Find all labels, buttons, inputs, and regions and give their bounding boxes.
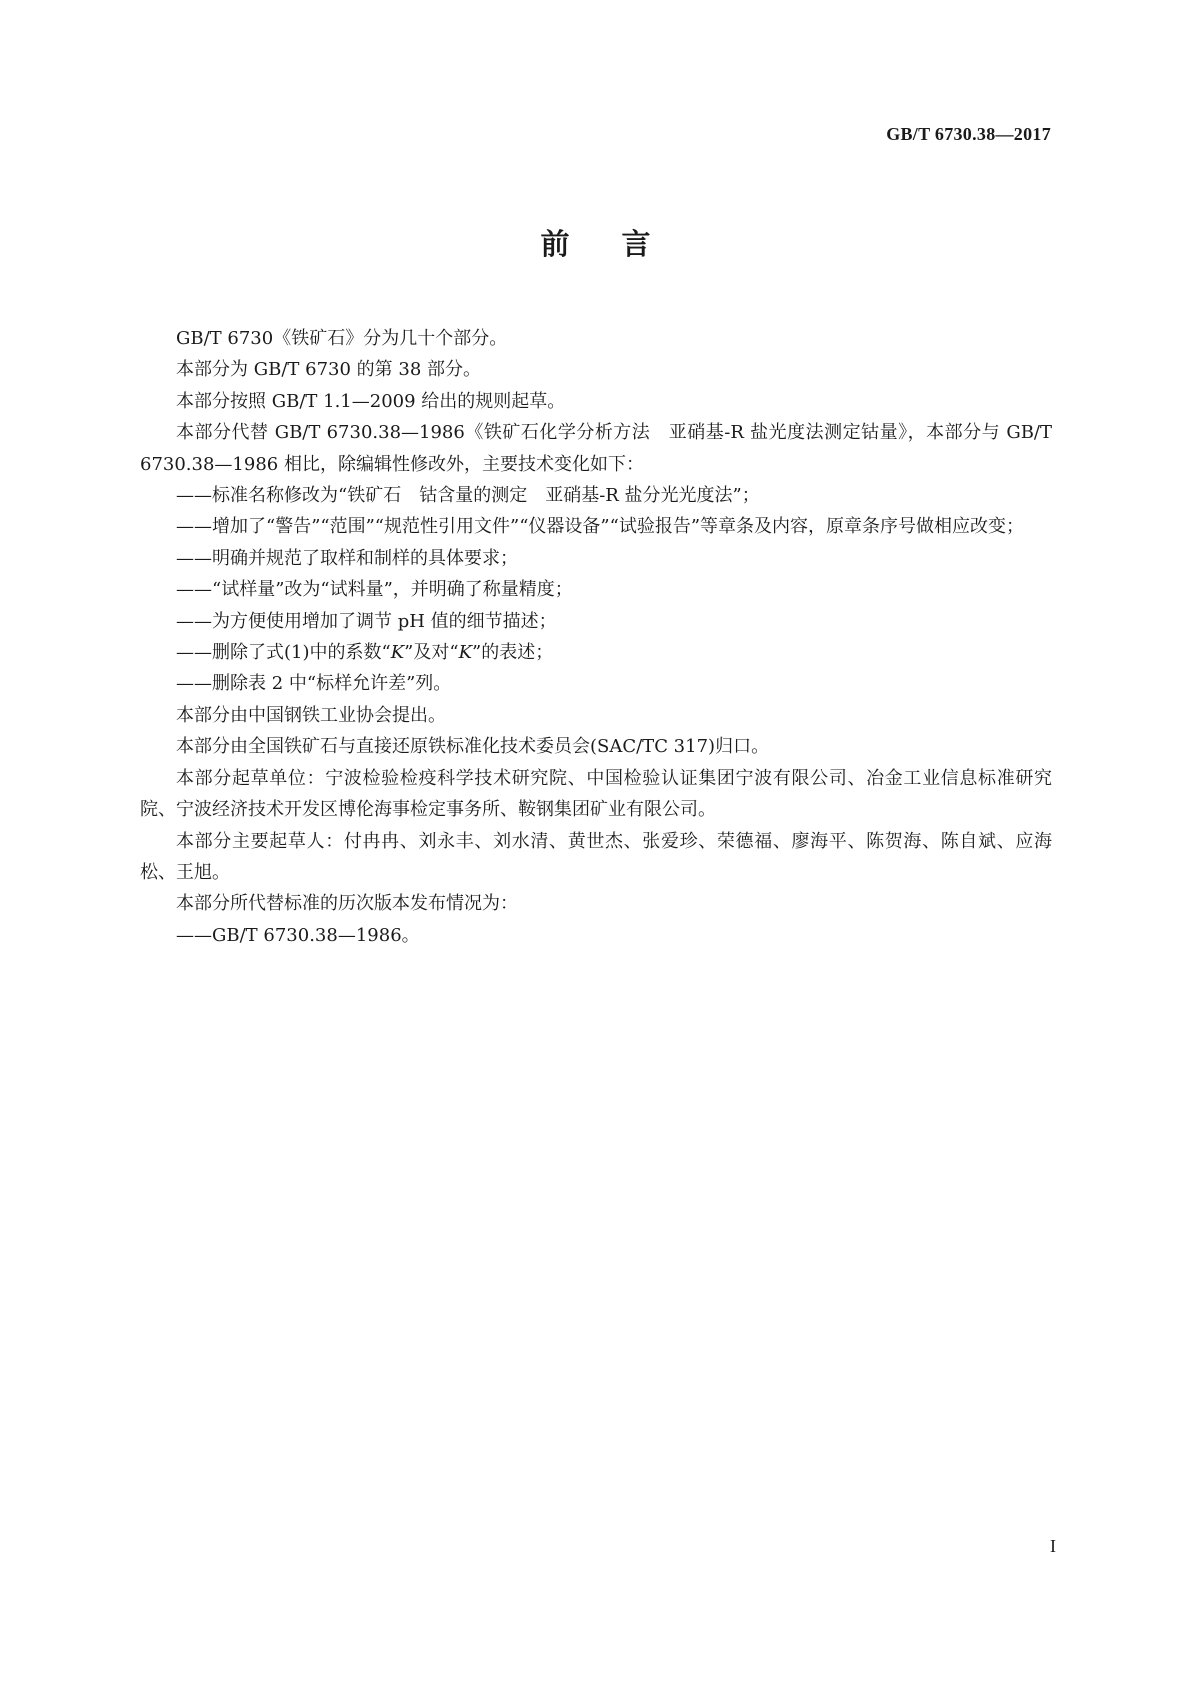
standard-code: GB/T 6730.38—2017 <box>886 124 1051 144</box>
change-item: ——删除了式(1)中的系数“K”及对“K”的表述； <box>176 642 554 664</box>
paragraph-drafting-units: 本部分起草单位：宁波检验检疫科学技术研究院、中国检验认证集团宁波有限公司、冶金工业信息标准研究院、宁波经济技术开发区博伦海事检定事务所、鞍钢集团矿业有限公司。 <box>140 767 1052 821</box>
paragraph-drafting-rules: 本部分按照 GB/T 1.1—2009 给出的规则起草。 <box>176 390 566 412</box>
paragraph-part-number: 本部分为 GB/T 6730 的第 38 部分。 <box>176 359 481 381</box>
paragraph-replaces: 本部分代替 GB/T 6730.38—1986《铁矿石化学分析方法 亚硝基-R 盐光度法测定钴量》，本部分与 GB/T 6730.38—1986 相比，除编辑性修改外，主要技术变化如下： <box>140 422 1052 475</box>
change-item: ——删除表 2 中“标样允许差”列。 <box>176 673 452 695</box>
paragraph-drafters: 本部分主要起草人：付冉冉、刘永丰、刘水清、黄世杰、张爱珍、荣德福、廖海平、陈贺海、陈自斌、应海松、王旭。 <box>140 830 1052 883</box>
foreword-body <box>140 323 1052 951</box>
history-item: ——GB/T 6730.38—1986。 <box>176 924 420 946</box>
page-number: I <box>1050 1536 1056 1556</box>
change-item: ——增加了“警告”“范围”“规范性引用文件”“仪器设备”“试验报告”等章条及内容，原章条序号做相应改变； <box>176 516 1025 538</box>
change-item: ——明确并规范了取样和制样的具体要求； <box>176 547 518 569</box>
paragraph-proposer: 本部分由中国钢铁工业协会提出。 <box>176 704 446 726</box>
paragraph-committee: 本部分由全国铁矿石与直接还原铁标准化技术委员会(SAC/TC 317)归口。 <box>176 736 770 758</box>
change-item: ——标准名称修改为“铁矿石 钴含量的测定 亚硝基-R 盐分光光度法”； <box>176 485 760 507</box>
change-item: ——为方便使用增加了调节 pH 值的细节描述； <box>176 610 557 632</box>
change-item: ——“试样量”改为“试料量”，并明确了称量精度； <box>176 579 573 601</box>
page-title: 前言 <box>540 227 703 261</box>
paragraph-parts: GB/T 6730《铁矿石》分为几十个部分。 <box>176 328 508 349</box>
paragraph-history-intro: 本部分所代替标准的历次版本发布情况为： <box>176 893 518 915</box>
